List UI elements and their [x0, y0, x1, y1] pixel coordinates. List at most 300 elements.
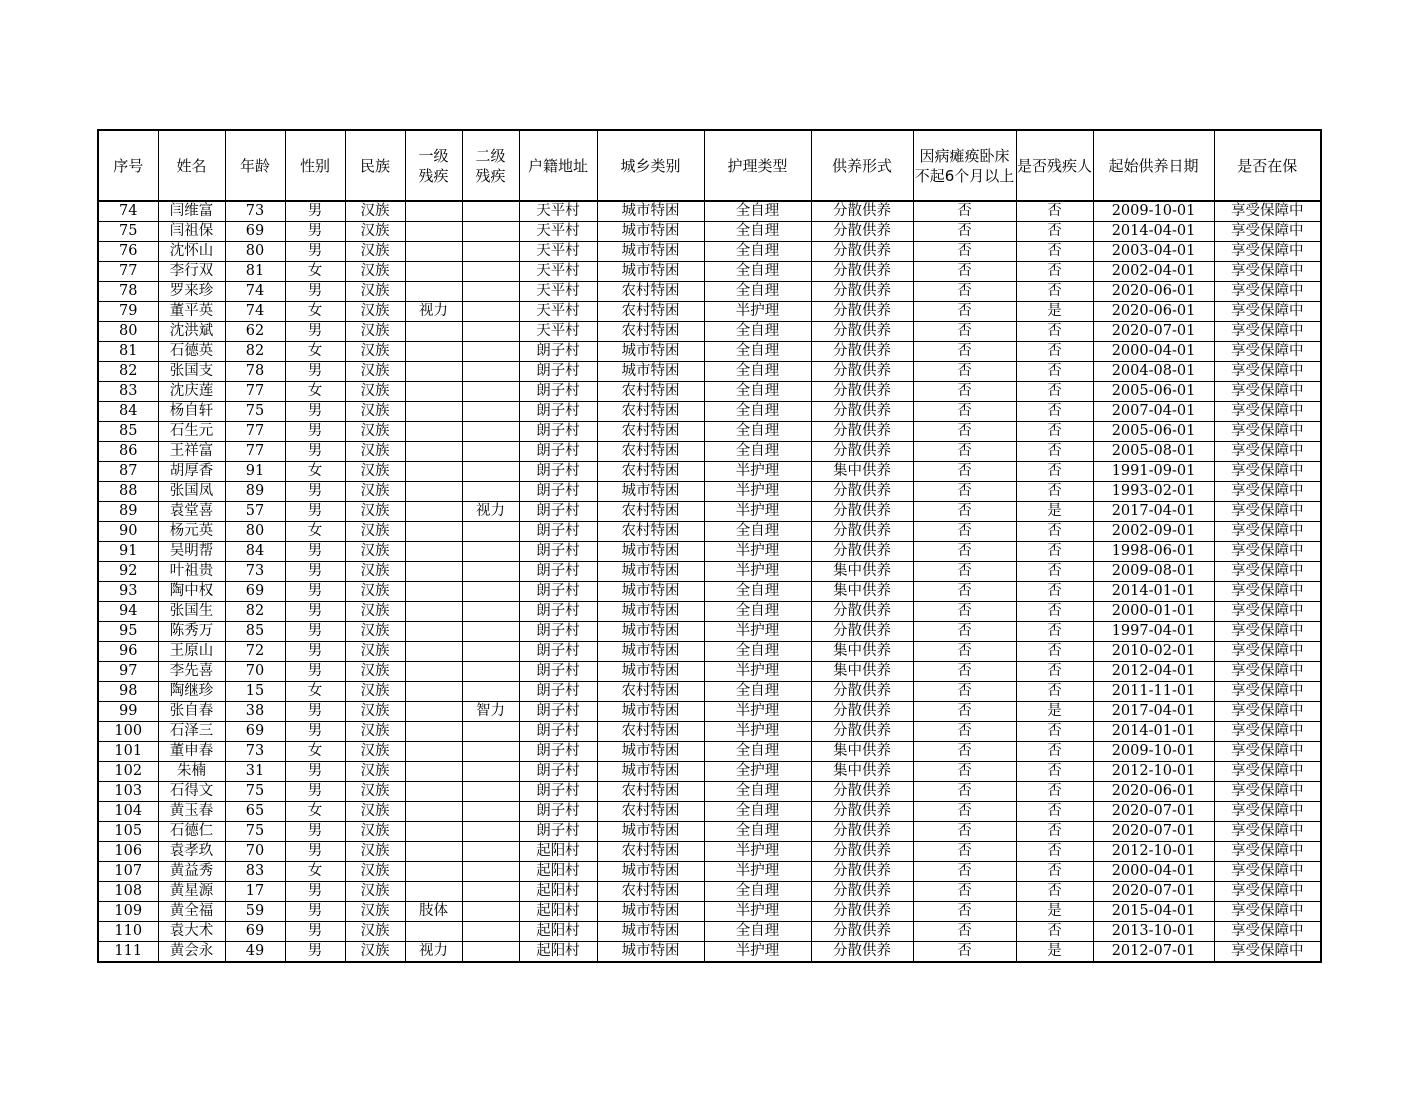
cell-residence: 朗子村: [519, 662, 597, 682]
table-row: [98, 522, 1321, 542]
cell-urban-rural-type: 农村特困: [597, 302, 704, 322]
cell-is-disabled: 否: [1016, 522, 1093, 542]
cell-index: 111: [98, 942, 158, 963]
cell-care-type: 全自理: [704, 282, 811, 302]
cell-index: 82: [98, 362, 158, 382]
cell-bedridden: 否: [913, 922, 1016, 942]
cell-gender: 男: [285, 482, 345, 502]
cell-support-form: 分散供养: [811, 702, 913, 722]
cell-name: 黄会永: [158, 942, 225, 963]
cell-secondary-disability: [462, 242, 519, 262]
cell-primary-disability: [405, 222, 462, 242]
cell-care-type: 全自理: [704, 242, 811, 262]
cell-residence: 朗子村: [519, 442, 597, 462]
cell-is-disabled: 否: [1016, 542, 1093, 562]
cell-name: 张国支: [158, 362, 225, 382]
cell-gender: 女: [285, 262, 345, 282]
cell-care-type: 全自理: [704, 882, 811, 902]
cell-ethnicity: 汉族: [345, 742, 405, 762]
cell-care-type: 半护理: [704, 702, 811, 722]
cell-care-type: 半护理: [704, 542, 811, 562]
cell-care-type: 半护理: [704, 662, 811, 682]
cell-support-form: 分散供养: [811, 502, 913, 522]
cell-residence: 朗子村: [519, 682, 597, 702]
cell-start-date: 1997-04-01: [1093, 622, 1214, 642]
cell-residence: 天平村: [519, 322, 597, 342]
cell-secondary-disability: [462, 482, 519, 502]
cell-bedridden: 否: [913, 502, 1016, 522]
cell-start-date: 2009-10-01: [1093, 742, 1214, 762]
cell-index: 80: [98, 322, 158, 342]
cell-age: 38: [225, 702, 285, 722]
cell-care-type: 半护理: [704, 502, 811, 522]
cell-support-form: 分散供养: [811, 362, 913, 382]
cell-care-type: 全自理: [704, 682, 811, 702]
cell-index: 104: [98, 802, 158, 822]
cell-residence: 朗子村: [519, 722, 597, 742]
cell-urban-rural-type: 农村特困: [597, 802, 704, 822]
cell-secondary-disability: [462, 222, 519, 242]
cell-age: 49: [225, 942, 285, 963]
cell-gender: 男: [285, 882, 345, 902]
cell-urban-rural-type: 农村特困: [597, 722, 704, 742]
cell-age: 69: [225, 582, 285, 602]
cell-ethnicity: 汉族: [345, 782, 405, 802]
cell-residence: 朗子村: [519, 422, 597, 442]
cell-is-disabled: 否: [1016, 762, 1093, 782]
cell-residence: 天平村: [519, 242, 597, 262]
cell-index: 87: [98, 462, 158, 482]
cell-residence: 朗子村: [519, 762, 597, 782]
cell-index: 86: [98, 442, 158, 462]
cell-bedridden: 否: [913, 402, 1016, 422]
cell-index: 97: [98, 662, 158, 682]
cell-name: 沈怀山: [158, 242, 225, 262]
cell-gender: 女: [285, 302, 345, 322]
cell-residence: 朗子村: [519, 602, 597, 622]
cell-ethnicity: 汉族: [345, 702, 405, 722]
cell-residence: 朗子村: [519, 522, 597, 542]
cell-urban-rural-type: 城市特困: [597, 222, 704, 242]
cell-urban-rural-type: 城市特困: [597, 342, 704, 362]
cell-is-disabled: 否: [1016, 362, 1093, 382]
cell-ethnicity: 汉族: [345, 682, 405, 702]
cell-urban-rural-type: 农村特困: [597, 462, 704, 482]
cell-index: 92: [98, 562, 158, 582]
cell-is-disabled: 否: [1016, 722, 1093, 742]
cell-primary-disability: [405, 482, 462, 502]
header-urban-rural-type: 城乡类别: [597, 130, 704, 201]
cell-urban-rural-type: 城市特困: [597, 702, 704, 722]
cell-gender: 男: [285, 222, 345, 242]
cell-is-disabled: 否: [1016, 682, 1093, 702]
cell-care-type: 半护理: [704, 302, 811, 322]
cell-start-date: 2002-04-01: [1093, 262, 1214, 282]
cell-support-form: 分散供养: [811, 402, 913, 422]
table-row: [98, 782, 1321, 802]
cell-start-date: 1998-06-01: [1093, 542, 1214, 562]
cell-residence: 天平村: [519, 201, 597, 222]
table-row: [98, 582, 1321, 602]
cell-primary-disability: [405, 402, 462, 422]
cell-secondary-disability: [462, 582, 519, 602]
cell-insured-status: 享受保障中: [1214, 802, 1321, 822]
cell-age: 78: [225, 362, 285, 382]
cell-secondary-disability: [462, 862, 519, 882]
cell-support-form: 分散供养: [811, 382, 913, 402]
cell-gender: 男: [285, 602, 345, 622]
cell-gender: 男: [285, 582, 345, 602]
cell-start-date: 2012-10-01: [1093, 842, 1214, 862]
cell-care-type: 全自理: [704, 382, 811, 402]
cell-urban-rural-type: 城市特困: [597, 742, 704, 762]
cell-is-disabled: 是: [1016, 702, 1093, 722]
cell-is-disabled: 否: [1016, 402, 1093, 422]
cell-ethnicity: 汉族: [345, 722, 405, 742]
cell-start-date: 1991-09-01: [1093, 462, 1214, 482]
header-support-form: 供养形式: [811, 130, 913, 201]
cell-primary-disability: [405, 882, 462, 902]
cell-support-form: 分散供养: [811, 842, 913, 862]
header-care-type: 护理类型: [704, 130, 811, 201]
table-row: [98, 422, 1321, 442]
table-row: [98, 802, 1321, 822]
cell-index: 75: [98, 222, 158, 242]
cell-insured-status: 享受保障中: [1214, 542, 1321, 562]
cell-name: 杨元英: [158, 522, 225, 542]
cell-start-date: 2007-04-01: [1093, 402, 1214, 422]
cell-is-disabled: 否: [1016, 842, 1093, 862]
cell-support-form: 分散供养: [811, 722, 913, 742]
cell-urban-rural-type: 城市特困: [597, 942, 704, 963]
cell-urban-rural-type: 城市特困: [597, 822, 704, 842]
cell-residence: 朗子村: [519, 822, 597, 842]
cell-ethnicity: 汉族: [345, 442, 405, 462]
header-residence: 户籍地址: [519, 130, 597, 201]
cell-care-type: 半护理: [704, 622, 811, 642]
cell-index: 77: [98, 262, 158, 282]
cell-index: 89: [98, 502, 158, 522]
cell-ethnicity: 汉族: [345, 382, 405, 402]
cell-secondary-disability: [462, 722, 519, 742]
cell-ethnicity: 汉族: [345, 222, 405, 242]
cell-bedridden: 否: [913, 582, 1016, 602]
cell-index: 103: [98, 782, 158, 802]
cell-insured-status: 享受保障中: [1214, 742, 1321, 762]
cell-gender: 男: [285, 662, 345, 682]
cell-primary-disability: [405, 382, 462, 402]
cell-index: 106: [98, 842, 158, 862]
cell-secondary-disability: [462, 302, 519, 322]
cell-age: 70: [225, 662, 285, 682]
cell-support-form: 分散供养: [811, 442, 913, 462]
cell-is-disabled: 否: [1016, 562, 1093, 582]
cell-support-form: 分散供养: [811, 322, 913, 342]
cell-start-date: 2012-10-01: [1093, 762, 1214, 782]
cell-gender: 男: [285, 442, 345, 462]
cell-care-type: 半护理: [704, 462, 811, 482]
cell-is-disabled: 是: [1016, 902, 1093, 922]
cell-gender: 男: [285, 322, 345, 342]
cell-name: 张国生: [158, 602, 225, 622]
cell-primary-disability: [405, 602, 462, 622]
cell-ethnicity: 汉族: [345, 942, 405, 963]
cell-secondary-disability: [462, 442, 519, 462]
cell-ethnicity: 汉族: [345, 462, 405, 482]
cell-urban-rural-type: 农村特困: [597, 282, 704, 302]
cell-gender: 男: [285, 782, 345, 802]
cell-care-type: 半护理: [704, 722, 811, 742]
cell-insured-status: 享受保障中: [1214, 902, 1321, 922]
cell-bedridden: 否: [913, 942, 1016, 963]
cell-bedridden: 否: [913, 562, 1016, 582]
cell-name: 王原山: [158, 642, 225, 662]
cell-ethnicity: 汉族: [345, 602, 405, 622]
cell-primary-disability: [405, 722, 462, 742]
header-ethnicity: 民族: [345, 130, 405, 201]
cell-insured-status: 享受保障中: [1214, 242, 1321, 262]
cell-residence: 朗子村: [519, 502, 597, 522]
cell-secondary-disability: [462, 682, 519, 702]
cell-insured-status: 享受保障中: [1214, 302, 1321, 322]
cell-support-form: 分散供养: [811, 482, 913, 502]
cell-name: 沈庆莲: [158, 382, 225, 402]
cell-is-disabled: 否: [1016, 582, 1093, 602]
table-row: [98, 902, 1321, 922]
cell-urban-rural-type: 农村特困: [597, 502, 704, 522]
cell-support-form: 分散供养: [811, 302, 913, 322]
cell-gender: 男: [285, 282, 345, 302]
cell-bedridden: 否: [913, 522, 1016, 542]
cell-residence: 天平村: [519, 282, 597, 302]
cell-support-form: 集中供养: [811, 642, 913, 662]
table-row: [98, 201, 1321, 222]
cell-gender: 女: [285, 382, 345, 402]
cell-is-disabled: 是: [1016, 302, 1093, 322]
header-bedridden: 因病瘫痪卧床不起6个月以上: [913, 130, 1016, 201]
cell-urban-rural-type: 城市特困: [597, 582, 704, 602]
cell-index: 74: [98, 201, 158, 222]
cell-support-form: 分散供养: [811, 802, 913, 822]
cell-name: 沈洪斌: [158, 322, 225, 342]
cell-is-disabled: 否: [1016, 642, 1093, 662]
cell-age: 77: [225, 442, 285, 462]
cell-secondary-disability: [462, 882, 519, 902]
cell-age: 73: [225, 562, 285, 582]
cell-urban-rural-type: 城市特困: [597, 922, 704, 942]
cell-residence: 朗子村: [519, 622, 597, 642]
cell-care-type: 全自理: [704, 822, 811, 842]
table-row: [98, 302, 1321, 322]
cell-name: 董平英: [158, 302, 225, 322]
cell-bedridden: 否: [913, 282, 1016, 302]
cell-residence: 朗子村: [519, 462, 597, 482]
cell-primary-disability: [405, 622, 462, 642]
cell-gender: 女: [285, 802, 345, 822]
cell-is-disabled: 否: [1016, 662, 1093, 682]
cell-secondary-disability: [462, 922, 519, 942]
cell-start-date: 2010-02-01: [1093, 642, 1214, 662]
cell-bedridden: 否: [913, 342, 1016, 362]
cell-start-date: 2020-07-01: [1093, 322, 1214, 342]
cell-care-type: 全自理: [704, 642, 811, 662]
cell-primary-disability: [405, 262, 462, 282]
header-secondary-disability: 二级残疾: [462, 130, 519, 201]
cell-name: 闫维富: [158, 201, 225, 222]
cell-start-date: 2000-01-01: [1093, 602, 1214, 622]
cell-age: 69: [225, 722, 285, 742]
cell-start-date: 2012-04-01: [1093, 662, 1214, 682]
cell-primary-disability: [405, 201, 462, 222]
cell-ethnicity: 汉族: [345, 642, 405, 662]
cell-insured-status: 享受保障中: [1214, 422, 1321, 442]
cell-start-date: 2005-06-01: [1093, 382, 1214, 402]
cell-care-type: 全自理: [704, 802, 811, 822]
cell-residence: 朗子村: [519, 382, 597, 402]
cell-secondary-disability: [462, 522, 519, 542]
cell-start-date: 2020-07-01: [1093, 822, 1214, 842]
cell-ethnicity: 汉族: [345, 822, 405, 842]
cell-primary-disability: [405, 582, 462, 602]
cell-age: 75: [225, 402, 285, 422]
cell-urban-rural-type: 城市特困: [597, 642, 704, 662]
cell-name: 董申春: [158, 742, 225, 762]
cell-name: 朱楠: [158, 762, 225, 782]
cell-ethnicity: 汉族: [345, 201, 405, 222]
cell-name: 陈秀万: [158, 622, 225, 642]
cell-age: 73: [225, 742, 285, 762]
cell-index: 79: [98, 302, 158, 322]
cell-age: 31: [225, 762, 285, 782]
cell-start-date: 2012-07-01: [1093, 942, 1214, 963]
cell-ethnicity: 汉族: [345, 662, 405, 682]
cell-bedridden: 否: [913, 622, 1016, 642]
cell-gender: 男: [285, 902, 345, 922]
table-row: [98, 322, 1321, 342]
cell-is-disabled: 否: [1016, 802, 1093, 822]
cell-ethnicity: 汉族: [345, 302, 405, 322]
cell-ethnicity: 汉族: [345, 582, 405, 602]
cell-residence: 朗子村: [519, 582, 597, 602]
cell-primary-disability: [405, 922, 462, 942]
cell-age: 75: [225, 782, 285, 802]
cell-secondary-disability: [462, 362, 519, 382]
header-row: [98, 130, 1321, 201]
cell-insured-status: 享受保障中: [1214, 702, 1321, 722]
cell-age: 62: [225, 322, 285, 342]
cell-gender: 男: [285, 642, 345, 662]
cell-insured-status: 享受保障中: [1214, 722, 1321, 742]
cell-secondary-disability: 视力: [462, 502, 519, 522]
cell-care-type: 全自理: [704, 442, 811, 462]
cell-primary-disability: 肢体: [405, 902, 462, 922]
cell-secondary-disability: [462, 322, 519, 342]
cell-primary-disability: [405, 282, 462, 302]
cell-secondary-disability: [462, 542, 519, 562]
cell-primary-disability: [405, 802, 462, 822]
cell-is-disabled: 否: [1016, 442, 1093, 462]
cell-insured-status: 享受保障中: [1214, 322, 1321, 342]
table-row: [98, 362, 1321, 382]
cell-residence: 朗子村: [519, 402, 597, 422]
cell-index: 88: [98, 482, 158, 502]
cell-index: 108: [98, 882, 158, 902]
cell-urban-rural-type: 城市特困: [597, 242, 704, 262]
cell-residence: 起阳村: [519, 842, 597, 862]
cell-age: 72: [225, 642, 285, 662]
header-gender: 性别: [285, 130, 345, 201]
cell-age: 91: [225, 462, 285, 482]
cell-care-type: 半护理: [704, 482, 811, 502]
cell-start-date: 2020-06-01: [1093, 302, 1214, 322]
cell-gender: 男: [285, 201, 345, 222]
cell-age: 77: [225, 422, 285, 442]
cell-support-form: 分散供养: [811, 822, 913, 842]
cell-index: 81: [98, 342, 158, 362]
cell-gender: 男: [285, 822, 345, 842]
cell-gender: 女: [285, 682, 345, 702]
cell-name: 石德仁: [158, 822, 225, 842]
cell-ethnicity: 汉族: [345, 922, 405, 942]
cell-age: 73: [225, 201, 285, 222]
cell-primary-disability: [405, 742, 462, 762]
cell-name: 黄全福: [158, 902, 225, 922]
cell-ethnicity: 汉族: [345, 322, 405, 342]
cell-ethnicity: 汉族: [345, 902, 405, 922]
cell-secondary-disability: [462, 842, 519, 862]
cell-gender: 女: [285, 862, 345, 882]
cell-primary-disability: [405, 322, 462, 342]
cell-bedridden: 否: [913, 542, 1016, 562]
cell-urban-rural-type: 城市特困: [597, 762, 704, 782]
cell-care-type: 全护理: [704, 762, 811, 782]
cell-gender: 男: [285, 402, 345, 422]
cell-index: 96: [98, 642, 158, 662]
header-start-date: 起始供养日期: [1093, 130, 1214, 201]
cell-insured-status: 享受保障中: [1214, 222, 1321, 242]
cell-bedridden: 否: [913, 382, 1016, 402]
cell-start-date: 2005-06-01: [1093, 422, 1214, 442]
cell-secondary-disability: [462, 462, 519, 482]
cell-care-type: 全自理: [704, 422, 811, 442]
cell-support-form: 集中供养: [811, 762, 913, 782]
cell-is-disabled: 是: [1016, 942, 1093, 963]
cell-gender: 男: [285, 622, 345, 642]
cell-name: 叶祖贵: [158, 562, 225, 582]
table-row: [98, 882, 1321, 902]
table-row: [98, 622, 1321, 642]
cell-bedridden: 否: [913, 322, 1016, 342]
cell-support-form: 分散供养: [811, 282, 913, 302]
cell-start-date: 2000-04-01: [1093, 342, 1214, 362]
cell-is-disabled: 否: [1016, 482, 1093, 502]
cell-insured-status: 享受保障中: [1214, 442, 1321, 462]
cell-ethnicity: 汉族: [345, 282, 405, 302]
cell-name: 闫祖保: [158, 222, 225, 242]
cell-primary-disability: [405, 562, 462, 582]
cell-insured-status: 享受保障中: [1214, 602, 1321, 622]
table-row: [98, 762, 1321, 782]
cell-bedridden: 否: [913, 482, 1016, 502]
table-row: [98, 642, 1321, 662]
cell-bedridden: 否: [913, 702, 1016, 722]
cell-age: 82: [225, 342, 285, 362]
cell-primary-disability: [405, 782, 462, 802]
cell-insured-status: 享受保障中: [1214, 522, 1321, 542]
cell-primary-disability: 视力: [405, 302, 462, 322]
cell-urban-rural-type: 城市特困: [597, 362, 704, 382]
cell-index: 78: [98, 282, 158, 302]
